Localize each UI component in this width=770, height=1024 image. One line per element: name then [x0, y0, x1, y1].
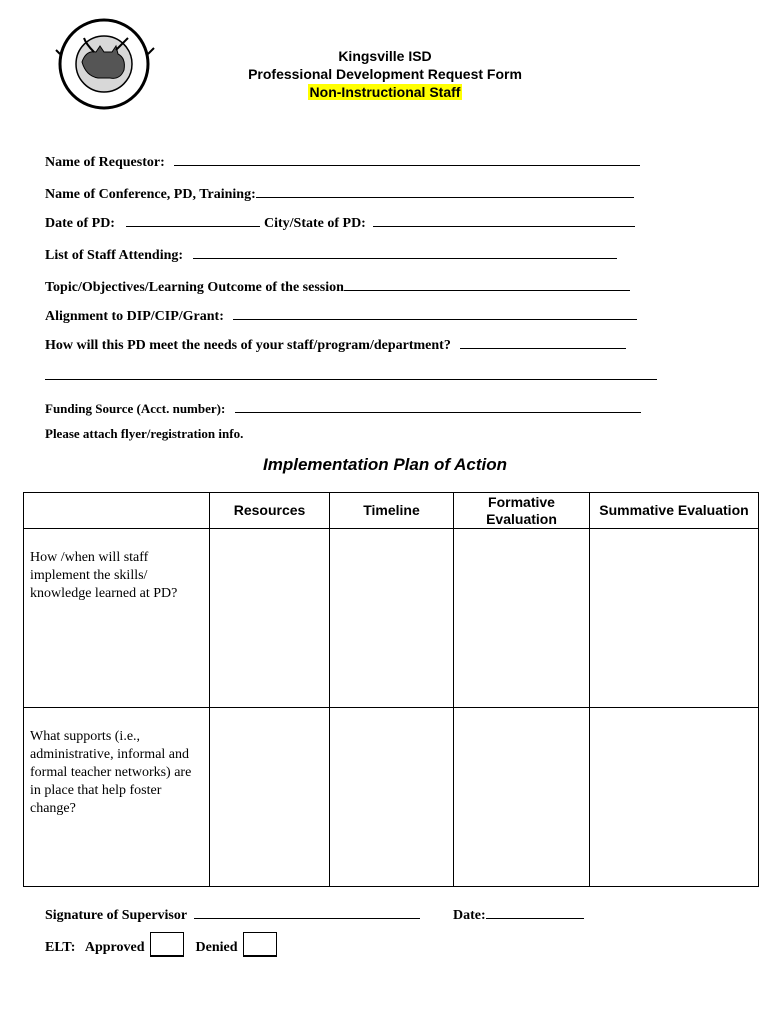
staff-attending-field — [45, 244, 617, 264]
implementation-plan-table — [23, 492, 759, 887]
timeline-cell[interactable] — [330, 708, 454, 887]
resources-cell[interactable] — [210, 529, 330, 708]
resources-cell[interactable] — [210, 708, 330, 887]
supervisor-signature-field — [45, 904, 420, 924]
table-row — [24, 529, 759, 708]
blank-header-cell — [24, 493, 210, 529]
row-label-implement: How /when will staff implement the skills/ knowledge learned at PD? — [24, 529, 210, 708]
needs-label: How will this PD meet the needs of your staff/program/department? — [45, 338, 451, 353]
elt-label: ELT: — [45, 940, 76, 955]
district-name: Kingsville ISD — [338, 48, 432, 64]
topic-label: Topic/Objectives/Learning Outcome of the session — [45, 280, 344, 295]
summative-evaluation-header: Summative Evaluation — [590, 493, 759, 529]
alignment-input[interactable] — [233, 305, 637, 320]
table-header-row — [24, 493, 759, 529]
conference-input[interactable] — [256, 183, 634, 198]
date-pd-label: Date of PD: — [45, 216, 115, 231]
approved-label: Approved — [84, 940, 145, 955]
table-row — [24, 708, 759, 887]
formative-cell[interactable] — [454, 529, 590, 708]
alignment-label: Alignment to DIP/CIP/Grant: — [45, 309, 224, 324]
denied-checkbox[interactable] — [243, 932, 277, 957]
city-state-input[interactable] — [373, 212, 635, 227]
staff-attending-input[interactable] — [193, 244, 617, 259]
row-label-supports: What supports (i.e., administrative, informal and formal teacher networks) are in place that help foster change? — [24, 708, 210, 887]
requestor-field — [45, 151, 640, 171]
supervisor-signature-input[interactable] — [194, 904, 420, 919]
topic-input[interactable] — [344, 276, 630, 291]
conference-field — [45, 183, 634, 203]
timeline-header: Timeline — [330, 493, 454, 529]
requestor-input[interactable] — [174, 151, 640, 166]
formative-evaluation-header: Formative Evaluation — [454, 493, 590, 529]
formative-cell[interactable] — [454, 708, 590, 887]
date-city-field — [45, 212, 635, 232]
needs-input[interactable] — [460, 334, 626, 349]
form-subtitle — [0, 84, 770, 100]
denied-label: Denied — [195, 940, 238, 955]
alignment-field — [45, 305, 637, 325]
plan-title: Implementation Plan of Action — [263, 455, 507, 474]
summative-cell[interactable] — [590, 529, 759, 708]
date-input[interactable] — [486, 904, 584, 919]
conference-label: Name of Conference, PD, Training: — [45, 187, 256, 202]
staff-attending-label: List of Staff Attending: — [45, 248, 184, 263]
date-field — [453, 904, 584, 924]
approved-checkbox[interactable] — [150, 932, 184, 957]
resources-header: Resources — [210, 493, 330, 529]
timeline-cell[interactable] — [330, 529, 454, 708]
funding-field — [45, 398, 641, 417]
form-title: Professional Development Request Form — [248, 66, 522, 82]
highlighted-subtitle: Non-Instructional Staff — [309, 84, 461, 100]
supervisor-label: Signature of Supervisor — [45, 908, 187, 923]
summative-cell[interactable] — [590, 708, 759, 887]
city-state-label: City/State of PD: — [263, 216, 366, 231]
date-label: Date: — [453, 908, 486, 923]
needs-continuation-line[interactable] — [45, 379, 657, 380]
date-pd-input[interactable] — [126, 212, 260, 227]
requestor-label: Name of Requestor: — [45, 155, 165, 170]
funding-label: Funding Source (Acct. number): — [45, 401, 226, 416]
needs-field — [45, 334, 626, 354]
elt-decision-row — [45, 932, 277, 957]
attach-note: Please attach flyer/registration info. — [45, 426, 244, 441]
topic-field — [45, 276, 630, 296]
funding-input[interactable] — [235, 398, 641, 413]
